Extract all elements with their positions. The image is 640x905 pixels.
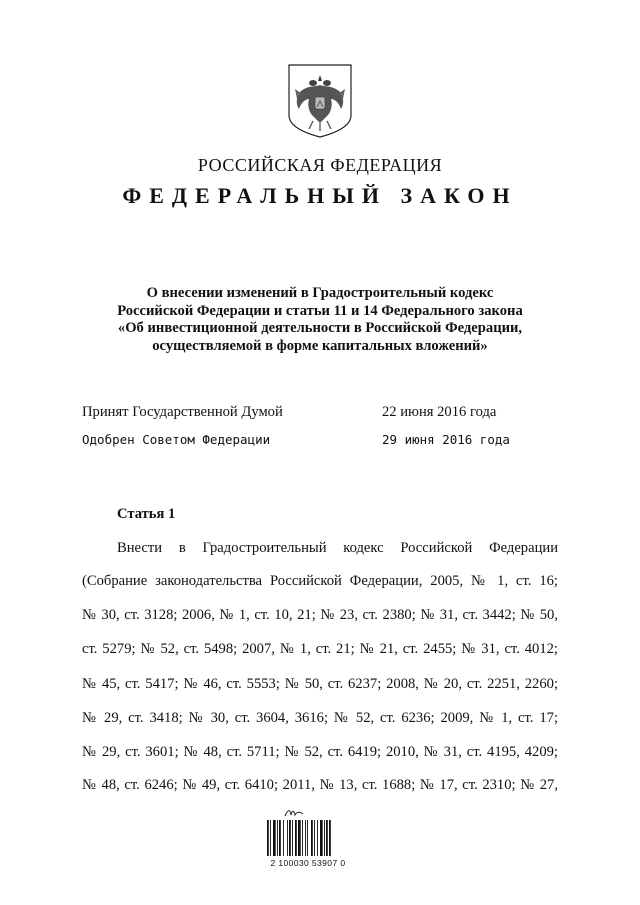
body-line: № 29, ст. 3418; № 30, ст. 3604, 3616; № 52, ст. 6236; 2009, № 1, ст. 17;: [82, 710, 558, 726]
adoption-federation-council: [82, 432, 602, 447]
body-line: № 45, ст. 5417; № 46, ст. 5553; № 50, ст. 6237; 2008, № 20, ст. 2251, 2260;: [82, 676, 558, 692]
adoption-label: Одобрен Советом Федерации: [82, 432, 271, 447]
adoption-date: 22 июня 2016 года: [382, 404, 497, 420]
title-line: Российской Федерации и статьи 11 и 14 Федерального закона: [117, 302, 523, 319]
body-line: Внести в Градостроительный кодекс Российской Федерации: [117, 540, 558, 556]
body-line: (Собрание законодательства Российской Федерации, 2005, № 1, ст. 16;: [82, 573, 558, 589]
article-heading: Статья 1: [117, 506, 176, 522]
adoption-duma: [82, 404, 602, 421]
body-line: № 48, ст. 6246; № 49, ст. 6410; 2011, № 13, ст. 1688; № 17, ст. 2310; № 27,: [82, 777, 558, 793]
title-line: осуществляемой в форме капитальных вложений»: [152, 337, 488, 354]
signature-icon: [284, 807, 304, 819]
adoption-date: 29 июня 2016 года: [382, 432, 510, 447]
law-title: [100, 285, 540, 355]
title-line: «Об инвестиционной деятельности в Российской Федерации,: [117, 320, 523, 336]
russian-coat-of-arms-icon: [287, 63, 353, 139]
title-line: О внесении изменений в Градостроительный кодекс: [146, 285, 494, 301]
body-line: № 29, ст. 3601; № 48, ст. 5711; № 52, ст. 6419; 2010, № 31, ст. 4195, 4209;: [82, 744, 558, 760]
body-line: ст. 5279; № 52, ст. 5498; 2007, № 1, ст. 21; № 21, ст. 2455; № 31, ст. 4012;: [82, 641, 558, 657]
adoption-label: Принят Государственной Думой: [82, 404, 283, 420]
body-line: № 30, ст. 3128; 2006, № 1, ст. 10, 21; № 23, ст. 2380; № 31, ст. 3442; № 50,: [82, 607, 558, 623]
country-name: РОССИЙСКАЯ ФЕДЕРАЦИЯ: [197, 155, 443, 175]
barcode-icon: [266, 820, 350, 856]
barcode-number: 2 100030 53907 0: [270, 858, 346, 868]
law-type-heading: ФЕДЕРАЛЬНЫЙ ЗАКОН: [122, 183, 518, 208]
